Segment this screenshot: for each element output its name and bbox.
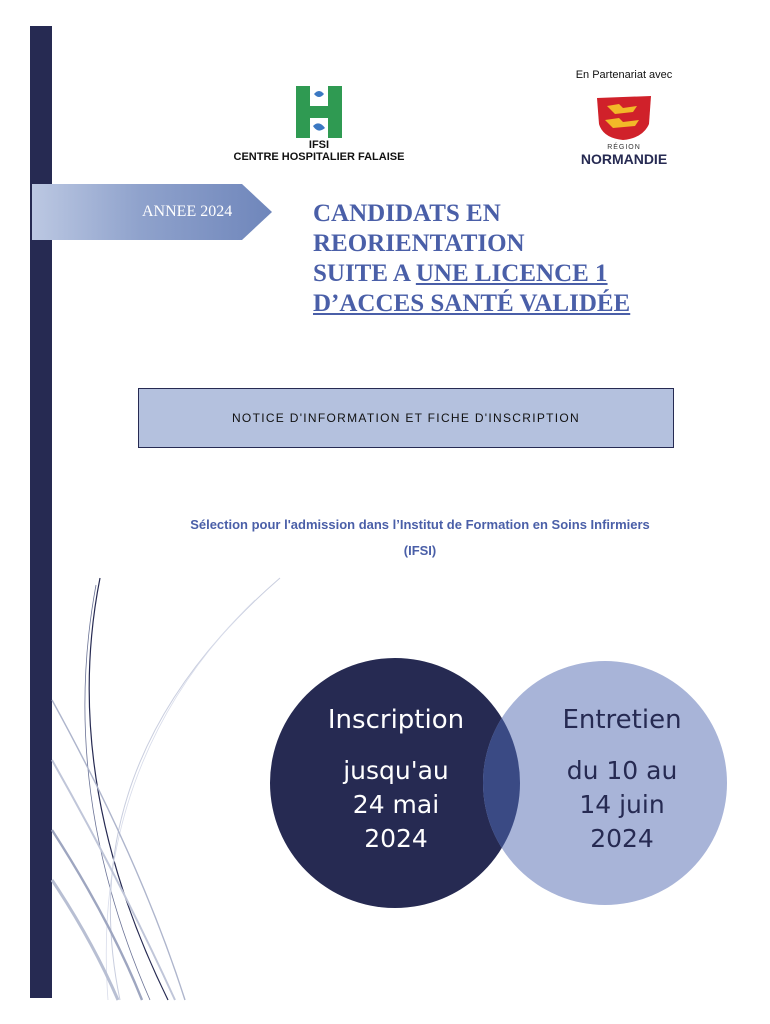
partner-logo [564,68,684,172]
notice-box [138,388,674,448]
title-line-4: D’ACCES SANTÉ VALIDÉE [313,290,631,317]
inscription-line-2: 24 mai [352,790,440,819]
region-name: NORMANDIE [580,151,668,167]
selection-subtitle [110,512,730,564]
inscription-heading: Inscription [327,705,465,735]
ifsi-logo [229,86,409,174]
normandie-shield-icon [593,94,655,142]
entretien-line-3: 2024 [590,824,654,853]
entretien-heading: Entretien [562,705,682,735]
region-small-label: RÉGION [607,144,641,151]
inscription-text [296,704,496,856]
hospital-name: CENTRE HOSPITALIER FALAISE [233,151,405,163]
title-line-1: CANDIDATS EN [313,200,501,227]
entretien-line-2: 14 juin [579,790,665,819]
selection-line-2: (IFSI) [403,543,437,558]
ifsi-hospital-logo-icon [296,86,342,138]
year-label: ANNEE 2024 [142,203,233,220]
main-title [313,199,753,319]
inscription-line-1: jusqu'au [343,756,449,785]
title-line-3-underlined: UNE LICENCE 1 [415,260,608,287]
inscription-line-3: 2024 [364,824,428,853]
title-line-3 [313,259,753,289]
notice-text: NOTICE D'INFORMATION ET FICHE D'INSCRIPTION [231,411,581,425]
partner-text: En Partenariat avec [575,69,673,81]
selection-line-1: Sélection pour l'admission dans l’Institut de Formation en Soins Infirmiers [190,517,650,532]
entretien-text [532,704,712,856]
ifsi-label: IFSI [308,139,330,151]
title-line-3-prefix: SUITE A [313,260,416,287]
entretien-line-1: du 10 au [566,756,678,785]
title-line-2: REORIENTATION [313,230,525,257]
